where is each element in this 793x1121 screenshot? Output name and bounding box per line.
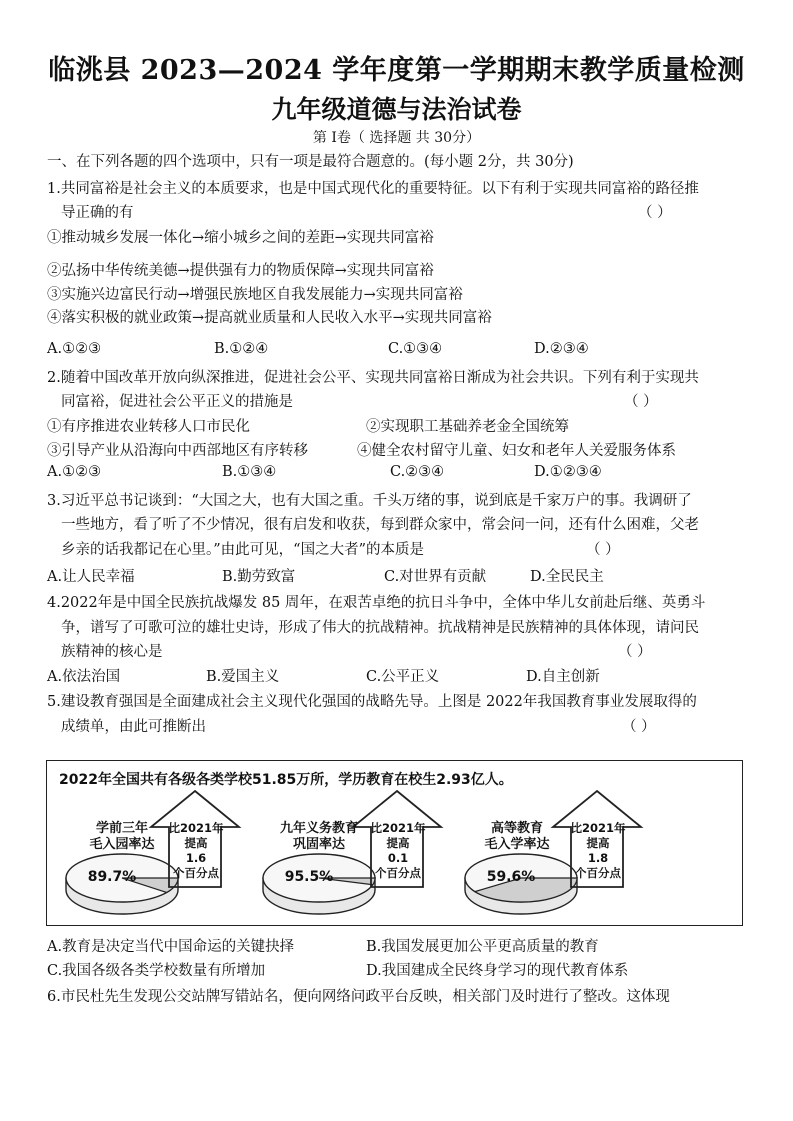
item1-label-line1: 学前三年	[95, 821, 148, 836]
q4-answer-paren: （ ）	[618, 644, 652, 660]
section-heading: 一、在下列各题的四个选项中，只有一项是最符合题意的。(每小题 2分，共 30分)	[47, 154, 574, 170]
item3-arrow-line4: 个百分点	[575, 866, 621, 880]
q3-stem-line1: 3.习近平总书记谈到：“大国之大，也有大国之重。千头万绪的事，说到底是千家万户的事。我调研了	[47, 493, 692, 509]
q1-option-c: C.①③④	[388, 341, 443, 357]
q1-item-4: ④落实积极的就业政策→提高就业质量和人民收入水平→实现共同富裕	[47, 310, 492, 326]
pie-1-percent: 89.7%	[87, 869, 137, 885]
item3-label-line1: 高等教育	[490, 821, 543, 836]
item3-label	[462, 821, 572, 853]
item1-arrow-line4: 个百分点	[173, 866, 219, 880]
pie-2	[263, 854, 375, 914]
q3-stem-line3: 乡亲的话我都记在心里。”由此可见，“国之大者”的本质是	[61, 542, 424, 558]
q4-stem-line3: 族精神的核心是	[61, 644, 163, 660]
exam-subtitle: 九年级道德与法治试卷	[271, 95, 522, 124]
q2-item-4: ④健全农村留守儿童、妇女和老年人关爱服务体系	[357, 443, 676, 459]
pie-2-percent: 95.5%	[284, 869, 334, 885]
q1-option-d: D.②③④	[534, 341, 589, 357]
q1-option-a: A.①②③	[47, 341, 102, 357]
q3-option-a: A.让人民幸福	[47, 569, 135, 585]
item3-label-line2: 毛入学率达	[484, 837, 550, 852]
item2-label-line2: 巩固率达	[292, 837, 345, 852]
item3-arrow-text	[568, 821, 628, 881]
item2-arrow-line2: 提高	[386, 836, 410, 850]
q5-answer-paren: （ ）	[622, 719, 656, 735]
q2-option-c: C.②③④	[390, 464, 445, 480]
q1-item-1: ①推动城乡发展一体化→缩小城乡之间的差距→实现共同富裕	[47, 230, 434, 246]
item1-arrow-text	[166, 821, 226, 881]
q5-option-c: C.我国各级各类学校数量有所增加	[47, 963, 266, 979]
q5-option-a: A.教育是决定当代中国命运的关键抉择	[47, 939, 295, 955]
q1-item-3: ③实施兴边富民行动→增强民族地区自我发展能力→实现共同富裕	[47, 287, 463, 303]
q5-option-b: B.我国发展更加公平更高质量的教育	[366, 939, 599, 955]
education-stats-figure	[46, 760, 743, 926]
q1-stem-line1: 1.共同富裕是社会主义的本质要求，也是中国式现代化的重要特征。以下有利于实现共同富裕的路径推	[47, 181, 699, 197]
q2-option-a: A.①②③	[47, 464, 102, 480]
q4-option-b: B.爱国主义	[206, 669, 280, 685]
item2-label	[259, 821, 379, 853]
q2-item-2: ②实现职工基础养老金全国统筹	[366, 419, 569, 435]
q5-stem-line1: 5.建设教育强国是全面建成社会主义现代化强国的战略先导。上图是 2022年我国教育事业发展取得的	[47, 694, 697, 710]
item2-arrow-line4: 个百分点	[375, 866, 421, 880]
q1-stem-line2: 导正确的有	[61, 205, 134, 221]
q3-stem-line2: 一些地方，看了听了不少情况，很有启发和收获，每到群众家中，常会问一问，还有什么困难，父老	[61, 517, 699, 533]
item1-arrow-line3: 1.6	[185, 851, 207, 865]
q3-option-c: C.对世界有贡献	[384, 569, 487, 585]
q2-option-b: B.①③④	[222, 464, 277, 480]
exam-title: 临洮县 2023—2024 学年度第一学期期末教学质量检测	[48, 55, 745, 86]
item3-arrow-line2: 提高	[586, 836, 610, 850]
q2-item-3: ③引导产业从沿海向中西部地区有序转移	[47, 443, 308, 459]
pie-3-percent: 59.6%	[486, 869, 536, 885]
q4-option-a: A.依法治国	[47, 669, 121, 685]
q2-item-1: ①有序推进农业转移人口市民化	[47, 419, 250, 435]
q4-stem-line1: 4.2022年是中国全民族抗战爆发 85 周年，在艰苦卓绝的抗日斗争中，全体中华儿女前赴后继、英勇斗	[47, 595, 706, 611]
q2-option-d: D.①②③④	[534, 464, 602, 480]
q5-stem-line2: 成绩单，由此可推断出	[61, 719, 206, 735]
item2-arrow-line1: 比2021年	[370, 821, 426, 835]
q3-option-d: D.全民民主	[530, 569, 604, 585]
item2-arrow-line3: 0.1	[387, 851, 409, 865]
item1-label	[67, 821, 177, 853]
q5-option-d: D.我国建成全民终身学习的现代教育体系	[366, 963, 629, 979]
part-heading: 第 Ⅰ卷（ 选择题 共 30分）	[312, 130, 481, 146]
q3-option-b: B.勤劳致富	[222, 569, 296, 585]
pie-1	[66, 854, 178, 914]
q2-answer-paren: （ ）	[624, 394, 658, 410]
q2-stem-line1: 2.随着中国改革开放向纵深推进，促进社会公平、实现共同富裕日渐成为社会共识。下列有利于实现共	[47, 370, 699, 386]
q1-answer-paren: （ ）	[638, 205, 672, 221]
q1-option-b: B.①②④	[214, 341, 269, 357]
q2-stem-line2: 同富裕，促进社会公平正义的措施是	[61, 394, 293, 410]
q1-item-2: ②弘扬中华传统美德→提供强有力的物质保障→实现共同富裕	[47, 263, 434, 279]
item2-arrow-text	[368, 821, 428, 881]
pie-3	[465, 854, 577, 914]
item3-arrow-line3: 1.8	[587, 851, 609, 865]
item3-arrow-line1: 比2021年	[570, 821, 626, 835]
item1-label-line2: 毛入园率达	[89, 837, 155, 852]
item1-arrow-line2: 提高	[184, 836, 208, 850]
q4-option-c: C.公平正义	[366, 669, 440, 685]
item1-arrow-line1: 比2021年	[168, 821, 224, 835]
q4-stem-line2: 争，谱写了可歌可泣的雄壮史诗，形成了伟大的抗战精神。抗战精神是民族精神的具体体现，请问民	[61, 620, 699, 636]
figure-heading: 2022年全国共有各级各类学校51.85万所，学历教育在校生2.93亿人。	[59, 772, 513, 788]
q3-answer-paren: （ ）	[586, 542, 620, 558]
q6-stem-line1: 6.市民杜先生发现公交站牌写错站名，便向网络问政平台反映，相关部门及时进行了整改。这体现	[47, 989, 670, 1005]
item2-label-line1: 九年义务教育	[279, 821, 358, 836]
q4-option-d: D.自主创新	[526, 669, 600, 685]
